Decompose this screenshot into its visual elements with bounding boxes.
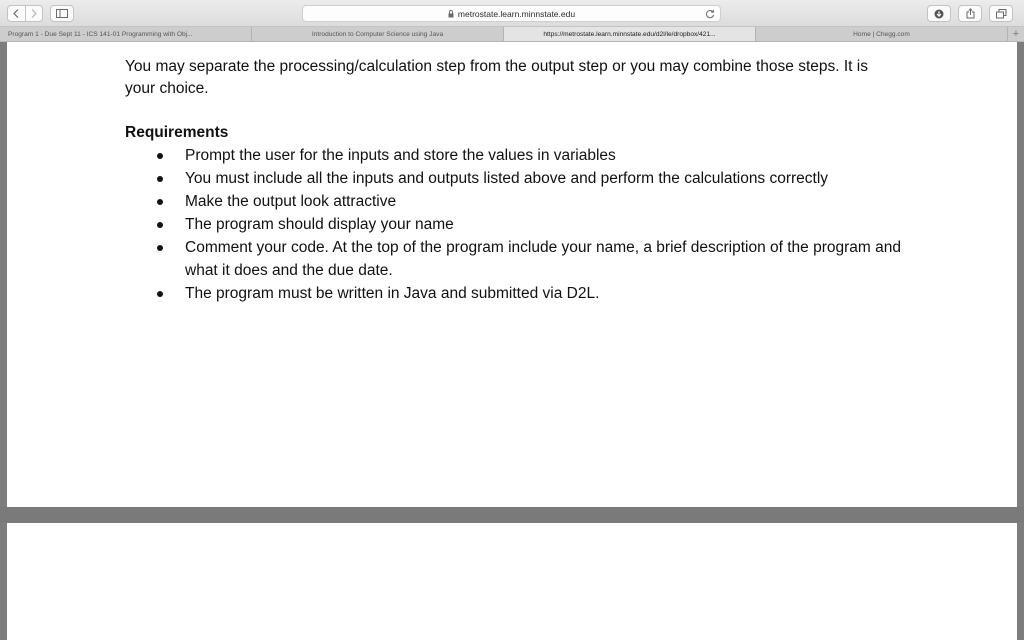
tabs-icon	[996, 9, 1007, 19]
chevron-right-icon	[31, 9, 37, 18]
downloads-button[interactable]	[927, 5, 951, 22]
requirements-list	[125, 145, 915, 306]
tab-dropbox[interactable]: https://metrostate.learn.minnstate.edu/d2l/le/dropbox/421...	[504, 27, 756, 41]
document-page-2	[7, 523, 1017, 640]
list-item-text: The program should display your name	[185, 216, 454, 233]
list-item	[125, 145, 915, 168]
address-bar[interactable]	[302, 5, 721, 22]
list-item-text: The program must be written in Java and submitted via D2L.	[185, 284, 600, 302]
sidebar-button[interactable]	[50, 5, 74, 22]
list-item-text: Make the output look attractive	[185, 193, 397, 210]
reload-icon[interactable]	[705, 9, 715, 19]
list-item-text: Comment your code. At the top of the program include your name, a brief description of the program and what it does and the due date.	[185, 239, 901, 279]
tabs-overview-button[interactable]	[989, 5, 1013, 22]
lock-icon	[448, 10, 454, 18]
new-tab-button[interactable]: +	[1012, 28, 1020, 40]
tab-program-1[interactable]: Program 1 - Due Sept 11 - ICS 141-01 Programming with Obj...	[0, 27, 252, 41]
tab-chegg[interactable]: Home | Chegg.com	[756, 27, 1008, 41]
bullet-icon	[157, 153, 163, 159]
nav-buttons	[7, 5, 43, 22]
back-button[interactable]	[8, 6, 25, 21]
tab-intro-cs-java[interactable]: Introduction to Computer Science using Java	[252, 27, 504, 41]
list-item	[125, 214, 915, 237]
forward-button[interactable]	[25, 6, 43, 21]
list-item	[125, 168, 915, 191]
bullet-icon	[157, 222, 163, 228]
tab-bar	[0, 27, 1024, 42]
list-item	[125, 283, 915, 306]
chevron-left-icon	[13, 9, 19, 18]
sidebar-icon	[56, 9, 68, 18]
requirements-heading: Requirements	[125, 124, 229, 141]
bullet-icon	[157, 176, 163, 182]
download-icon	[934, 9, 944, 19]
list-item-text: You must include all the inputs and outputs listed above and perform the calculations correctly	[185, 170, 829, 187]
bullet-icon	[157, 199, 163, 205]
list-item-text: Prompt the user for the inputs and store the values in variables	[185, 147, 616, 164]
list-item	[125, 191, 915, 214]
address-text: metrostate.learn.minnstate.edu	[457, 8, 576, 19]
share-icon	[966, 8, 975, 19]
document-page	[7, 42, 1017, 507]
bullet-icon	[157, 291, 163, 297]
share-button[interactable]	[958, 5, 982, 22]
page-gap	[0, 507, 1024, 523]
intro-paragraph: You may separate the processing/calculation step from the output step or you may combine those steps. It is your choice.	[125, 58, 868, 97]
bullet-icon	[157, 245, 163, 251]
list-item	[125, 237, 915, 282]
browser-toolbar	[0, 0, 1024, 27]
